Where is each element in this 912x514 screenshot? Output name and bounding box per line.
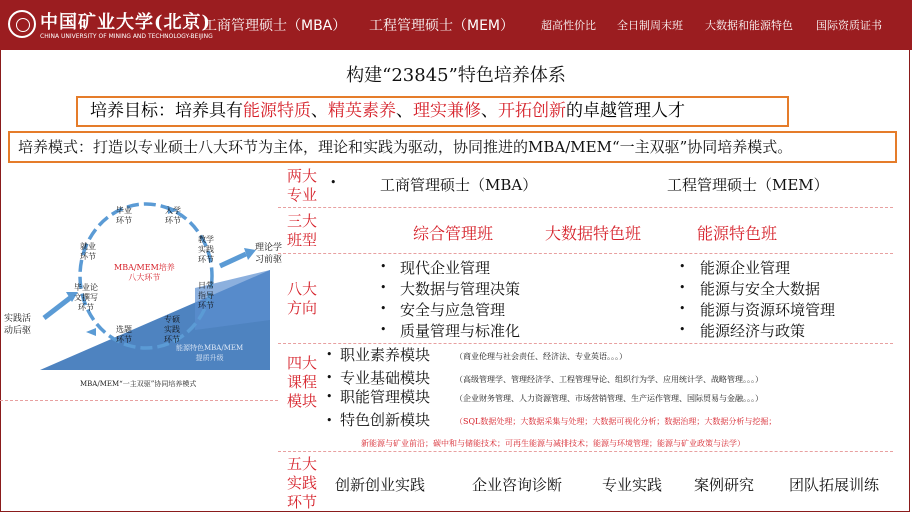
bullet: • [326, 390, 333, 403]
node-graduation: 毕业 环节 [116, 206, 132, 225]
goal-highlight: 能源特质 [243, 101, 311, 121]
direction-item: 大数据与管理决策 [400, 280, 521, 298]
row-head-four-modules: 四大 课程 模块 [286, 354, 317, 410]
bullet: • [326, 371, 333, 384]
cycle-diagram-graphic [0, 170, 290, 400]
page-title: 构建“23845”特色培养体系 [346, 65, 566, 86]
practice-item: 案例研究 [694, 476, 755, 494]
bullet: • [679, 281, 686, 294]
wedge-label: 能源特色MBA/MEM 提质升级 [176, 344, 244, 362]
module-name: 职业素养模块 [340, 346, 431, 364]
node-teaching: 教学 实践 环节 [198, 235, 214, 264]
class-general: 综合管理班 [413, 224, 494, 243]
module-name: 专业基础模块 [340, 369, 431, 387]
header-bar [0, 0, 912, 50]
practice-item: 创新创业实践 [335, 476, 426, 494]
row-head-five-practices: 五大 实践 环节 [286, 455, 317, 511]
class-bigdata: 大数据特色班 [545, 224, 642, 243]
direction-item: 能源企业管理 [700, 259, 791, 277]
direction-item: 现代企业管理 [400, 259, 491, 277]
tag-weekend: 全日制周末班 [617, 19, 683, 32]
practice-item: 团队拓展训练 [789, 476, 880, 494]
module-desc: （SQL数据处理；大数据采集与处理；大数据可视化分析；数据治理；大数据分析与挖掘； [455, 417, 777, 426]
node-employment: 就业 环节 [80, 242, 96, 261]
bullet: • [380, 260, 387, 273]
direction-item: 能源与资源环境管理 [700, 301, 836, 319]
direction-item: 能源经济与政策 [700, 322, 806, 340]
goal-suffix: 的卓越管理人才 [566, 101, 685, 121]
right-driver-arrow [220, 254, 246, 266]
cycle-diagram [0, 170, 290, 400]
node-practice: 专硕 实践 环节 [164, 315, 180, 344]
node-guidance: 日常 指导 环节 [198, 281, 214, 310]
bullet: • [679, 302, 686, 315]
module-name: 特色创新模块 [340, 411, 431, 429]
goal-sep: 、 [311, 101, 328, 121]
module-desc: （企业财务管理、人力资源管理、市场营销管理、生产运作管理、国际贸易与金融。。。） [455, 394, 763, 403]
bullet: • [679, 260, 686, 273]
left-driver-label: 实践活 动后驱 [4, 314, 32, 336]
goal-prefix: 培养目标：培养具有 [90, 101, 243, 121]
goal-sep: 、 [396, 101, 413, 121]
class-energy: 能源特色班 [697, 224, 778, 243]
nav-mba[interactable]: 工商管理硕士（MBA） [203, 18, 347, 34]
training-mode: 培养模式：打造以专业硕士八大环节为主体，理论和实践为驱动，协同推进的MBA/MEM“一主双驱”协同培养模式。 [8, 131, 897, 163]
direction-item: 质量管理与标准化 [400, 322, 521, 340]
node-topic: 选题 环节 [116, 325, 132, 344]
divider [0, 400, 278, 401]
bullet: • [330, 176, 337, 189]
bullet: • [679, 323, 686, 336]
bullet: • [380, 323, 387, 336]
goal-highlight: 理实兼修 [413, 101, 481, 121]
degree-mba: 工商管理硕士（MBA） [380, 176, 538, 194]
bullet: • [380, 302, 387, 315]
arrow-head [86, 328, 96, 336]
divider [278, 253, 893, 254]
diagram-caption: MBA/MEM“一主双驱”协同培养模式 [80, 380, 197, 388]
goal-highlight: 精英素养 [328, 101, 396, 121]
university-logo-text: 中国矿业大学(北京) [40, 12, 212, 33]
goal-highlight: 开拓创新 [498, 101, 566, 121]
direction-item: 能源与安全大数据 [700, 280, 821, 298]
tag-bigdata: 大数据和能源特色 [705, 19, 793, 32]
goal-sep: 、 [481, 101, 498, 121]
module-name: 职能管理模块 [340, 388, 431, 406]
left-driver-arrow [44, 298, 70, 318]
bullet: • [326, 414, 333, 427]
bullet: • [380, 281, 387, 294]
degree-mem: 工程管理硕士（MEM） [667, 176, 829, 194]
row-head-eight-directions: 八大 方向 [286, 280, 317, 317]
university-seal-icon [8, 10, 36, 38]
direction-item: 安全与应急管理 [400, 301, 506, 319]
module-desc: （高级管理学、管理经济学、工程管理导论、组织行为学、应用统计学、战略管理。。。） [455, 375, 763, 384]
module-desc-continued: 新能源与矿业前沿；碳中和与储能技术；可再生能源与减排技术；能源与环境管理；能源与矿业政策与法学） [361, 439, 745, 448]
divider [278, 207, 893, 208]
nav-mem[interactable]: 工程管理硕士（MEM） [369, 18, 515, 34]
right-driver-label: 理论学 习前驱 [255, 243, 283, 265]
tag-value: 超高性价比 [541, 19, 596, 32]
training-goal [76, 96, 789, 127]
node-thesis: 毕业论 文撰写 环节 [74, 283, 98, 312]
practice-item: 企业咨询诊断 [472, 476, 563, 494]
node-enrollment: 入学 环节 [165, 206, 181, 225]
bullet: • [326, 348, 333, 361]
divider [278, 451, 893, 452]
university-logo-en: CHINA UNIVERSITY OF MINING AND TECHNOLOGY-BEIJING [40, 33, 213, 40]
module-desc: （商业伦理与社会责任、经济法、专业英语。。。） [455, 352, 627, 361]
cycle-center-label: MBA/MEM培养 八大环节 [114, 263, 175, 282]
practice-item: 专业实践 [602, 476, 663, 494]
row-head-two-majors: 两大 专业 [286, 167, 317, 204]
row-head-three-classes: 三大 班型 [286, 212, 317, 249]
tag-certificate: 国际资质证书 [816, 19, 882, 32]
